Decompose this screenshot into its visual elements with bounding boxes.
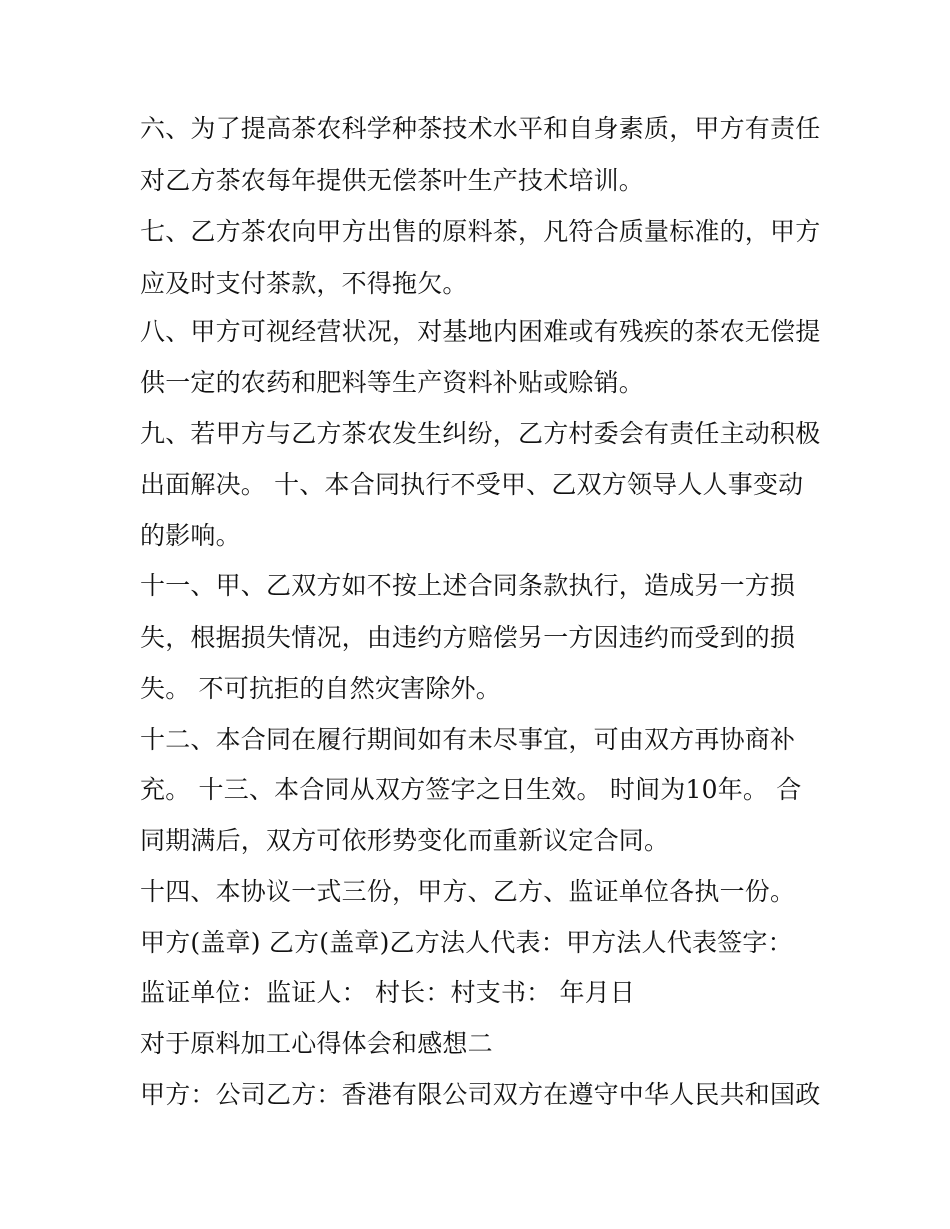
text-line: 甲方(盖章) 乙方(盖章)乙方法人代表：甲方法人代表签字：: [140, 928, 793, 957]
text-line: 八、甲方可视经营状况，对基地内困难或有残疾的茶农无偿提: [140, 317, 821, 346]
text-line: 监证单位：监证人： 村长：村支书： 年月日: [140, 978, 636, 1007]
text-line: 出面解决。 十、本合同执行不受甲、乙双方领导人人事变动: [140, 470, 804, 499]
text-line: 十一、甲、乙双方如不按上述合同条款执行，造成另一方损: [140, 571, 796, 600]
text-line: 充。 十三、本合同从双方签字之日生效。 时间为10年。 合: [140, 775, 802, 804]
text-line: 甲方：公司乙方：香港有限公司双方在遵守中华人民共和国政: [140, 1080, 821, 1109]
text-line: 九、若甲方与乙方茶农发生纠纷，乙方村委会有责任主动积极: [140, 419, 821, 448]
text-line: 失。 不可抗拒的自然灾害除外。: [140, 674, 501, 703]
text-line: 七、乙方茶农向甲方出售的原料茶，凡符合质量标准的，甲方: [140, 217, 821, 246]
text-line: 供一定的农药和肥料等生产资料补贴或赊销。: [140, 368, 645, 397]
text-line: 的影响。: [140, 521, 241, 550]
text-line: 十二、本合同在履行期间如有未尽事宜，可由双方再协商补: [140, 725, 796, 754]
text-line: 六、为了提高茶农科学种茶技术水平和自身素质，甲方有责任: [140, 114, 821, 143]
text-line: 同期满后，双方可依形势变化而重新议定合同。: [140, 826, 670, 855]
text-line: 对于原料加工心得体会和感想二: [140, 1029, 493, 1058]
text-line: 对乙方茶农每年提供无偿茶叶生产技术培训。: [140, 166, 645, 195]
text-line: 十四、本协议一式三份，甲方、乙方、监证单位各执一份。: [140, 877, 796, 906]
text-line: 失，根据损失情况，由违约方赔偿另一方因违约而受到的损: [140, 623, 796, 652]
text-line: 应及时支付茶款，不得拖欠。: [140, 269, 468, 298]
